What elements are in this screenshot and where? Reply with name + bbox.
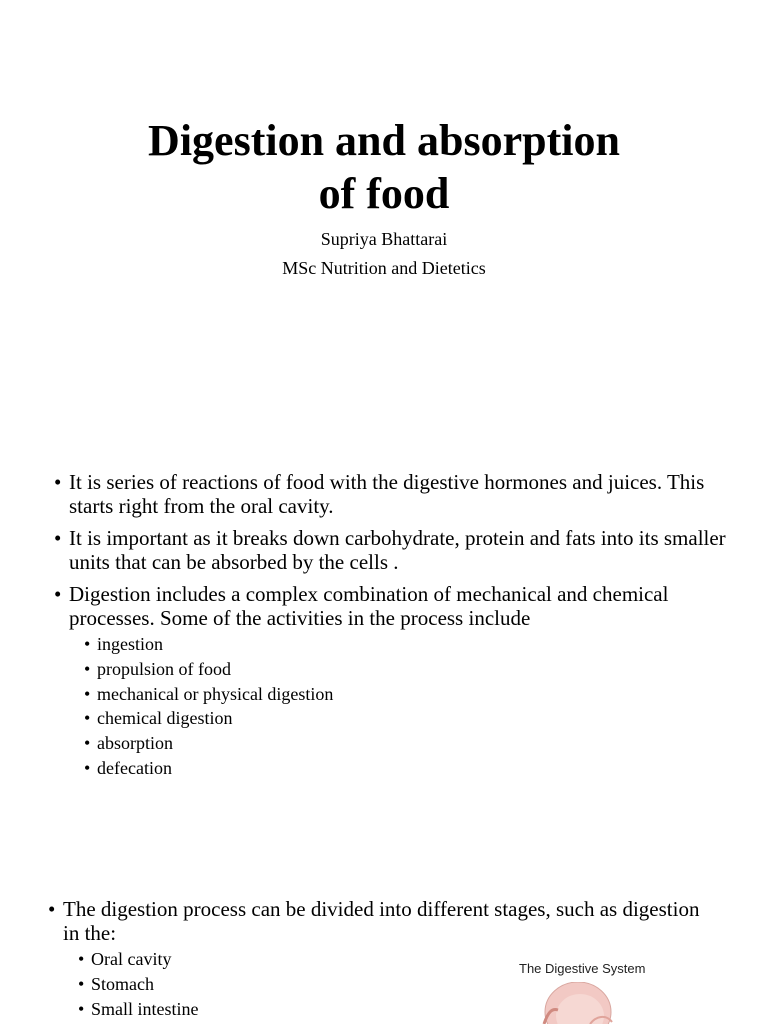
author-name: Supriya Bhattarai (320, 229, 448, 249)
sub-bullet-list (97, 632, 729, 781)
title-line-2: of food (318, 169, 450, 218)
sub-bullet-item: • Oral cavity (91, 947, 703, 972)
sub-bullet-item: • propulsion of food (97, 657, 729, 682)
sub-bullet-item: • Small intestine (91, 997, 703, 1022)
title-slide (0, 0, 768, 432)
bullet-text: It is important as it breaks down carbohydrate, protein and fats into its smaller units that can be absorbed by the cells . (69, 526, 726, 574)
sub-bullet-item: • mechanical or physical digestion (97, 682, 729, 707)
sub-bullet-item: • ingestion (97, 632, 729, 657)
title-line-1: Digestion and absorption (148, 116, 620, 165)
sub-bullet-item: • chemical digestion (97, 706, 729, 731)
sub-bullet-item: • absorption (97, 731, 729, 756)
digestive-system-icon (530, 982, 620, 1024)
bullet-text: The digestion process can be divided into different stages, such as digestion in the: (63, 897, 700, 945)
content-slide-stages (0, 864, 768, 1024)
sub-bullet-item: • Stomach (91, 972, 703, 997)
sub-bullet-item: • defecation (97, 756, 729, 781)
bullet-list (69, 470, 729, 789)
bullet-item (69, 582, 729, 781)
bullet-item (69, 526, 729, 574)
bullet-text: Digestion includes a complex combination of mechanical and chemical processes. Some of the activities in the process include (69, 582, 669, 630)
diagram-caption: The Digestive System (519, 961, 646, 976)
bullet-item (69, 470, 729, 518)
author-degree: MSc Nutrition and Dietetics (282, 258, 486, 278)
slide-title (84, 114, 684, 220)
bullet-text: It is series of reactions of food with the digestive hormones and juices. This starts right from the oral cavity. (69, 470, 705, 518)
content-slide-intro (0, 432, 768, 864)
